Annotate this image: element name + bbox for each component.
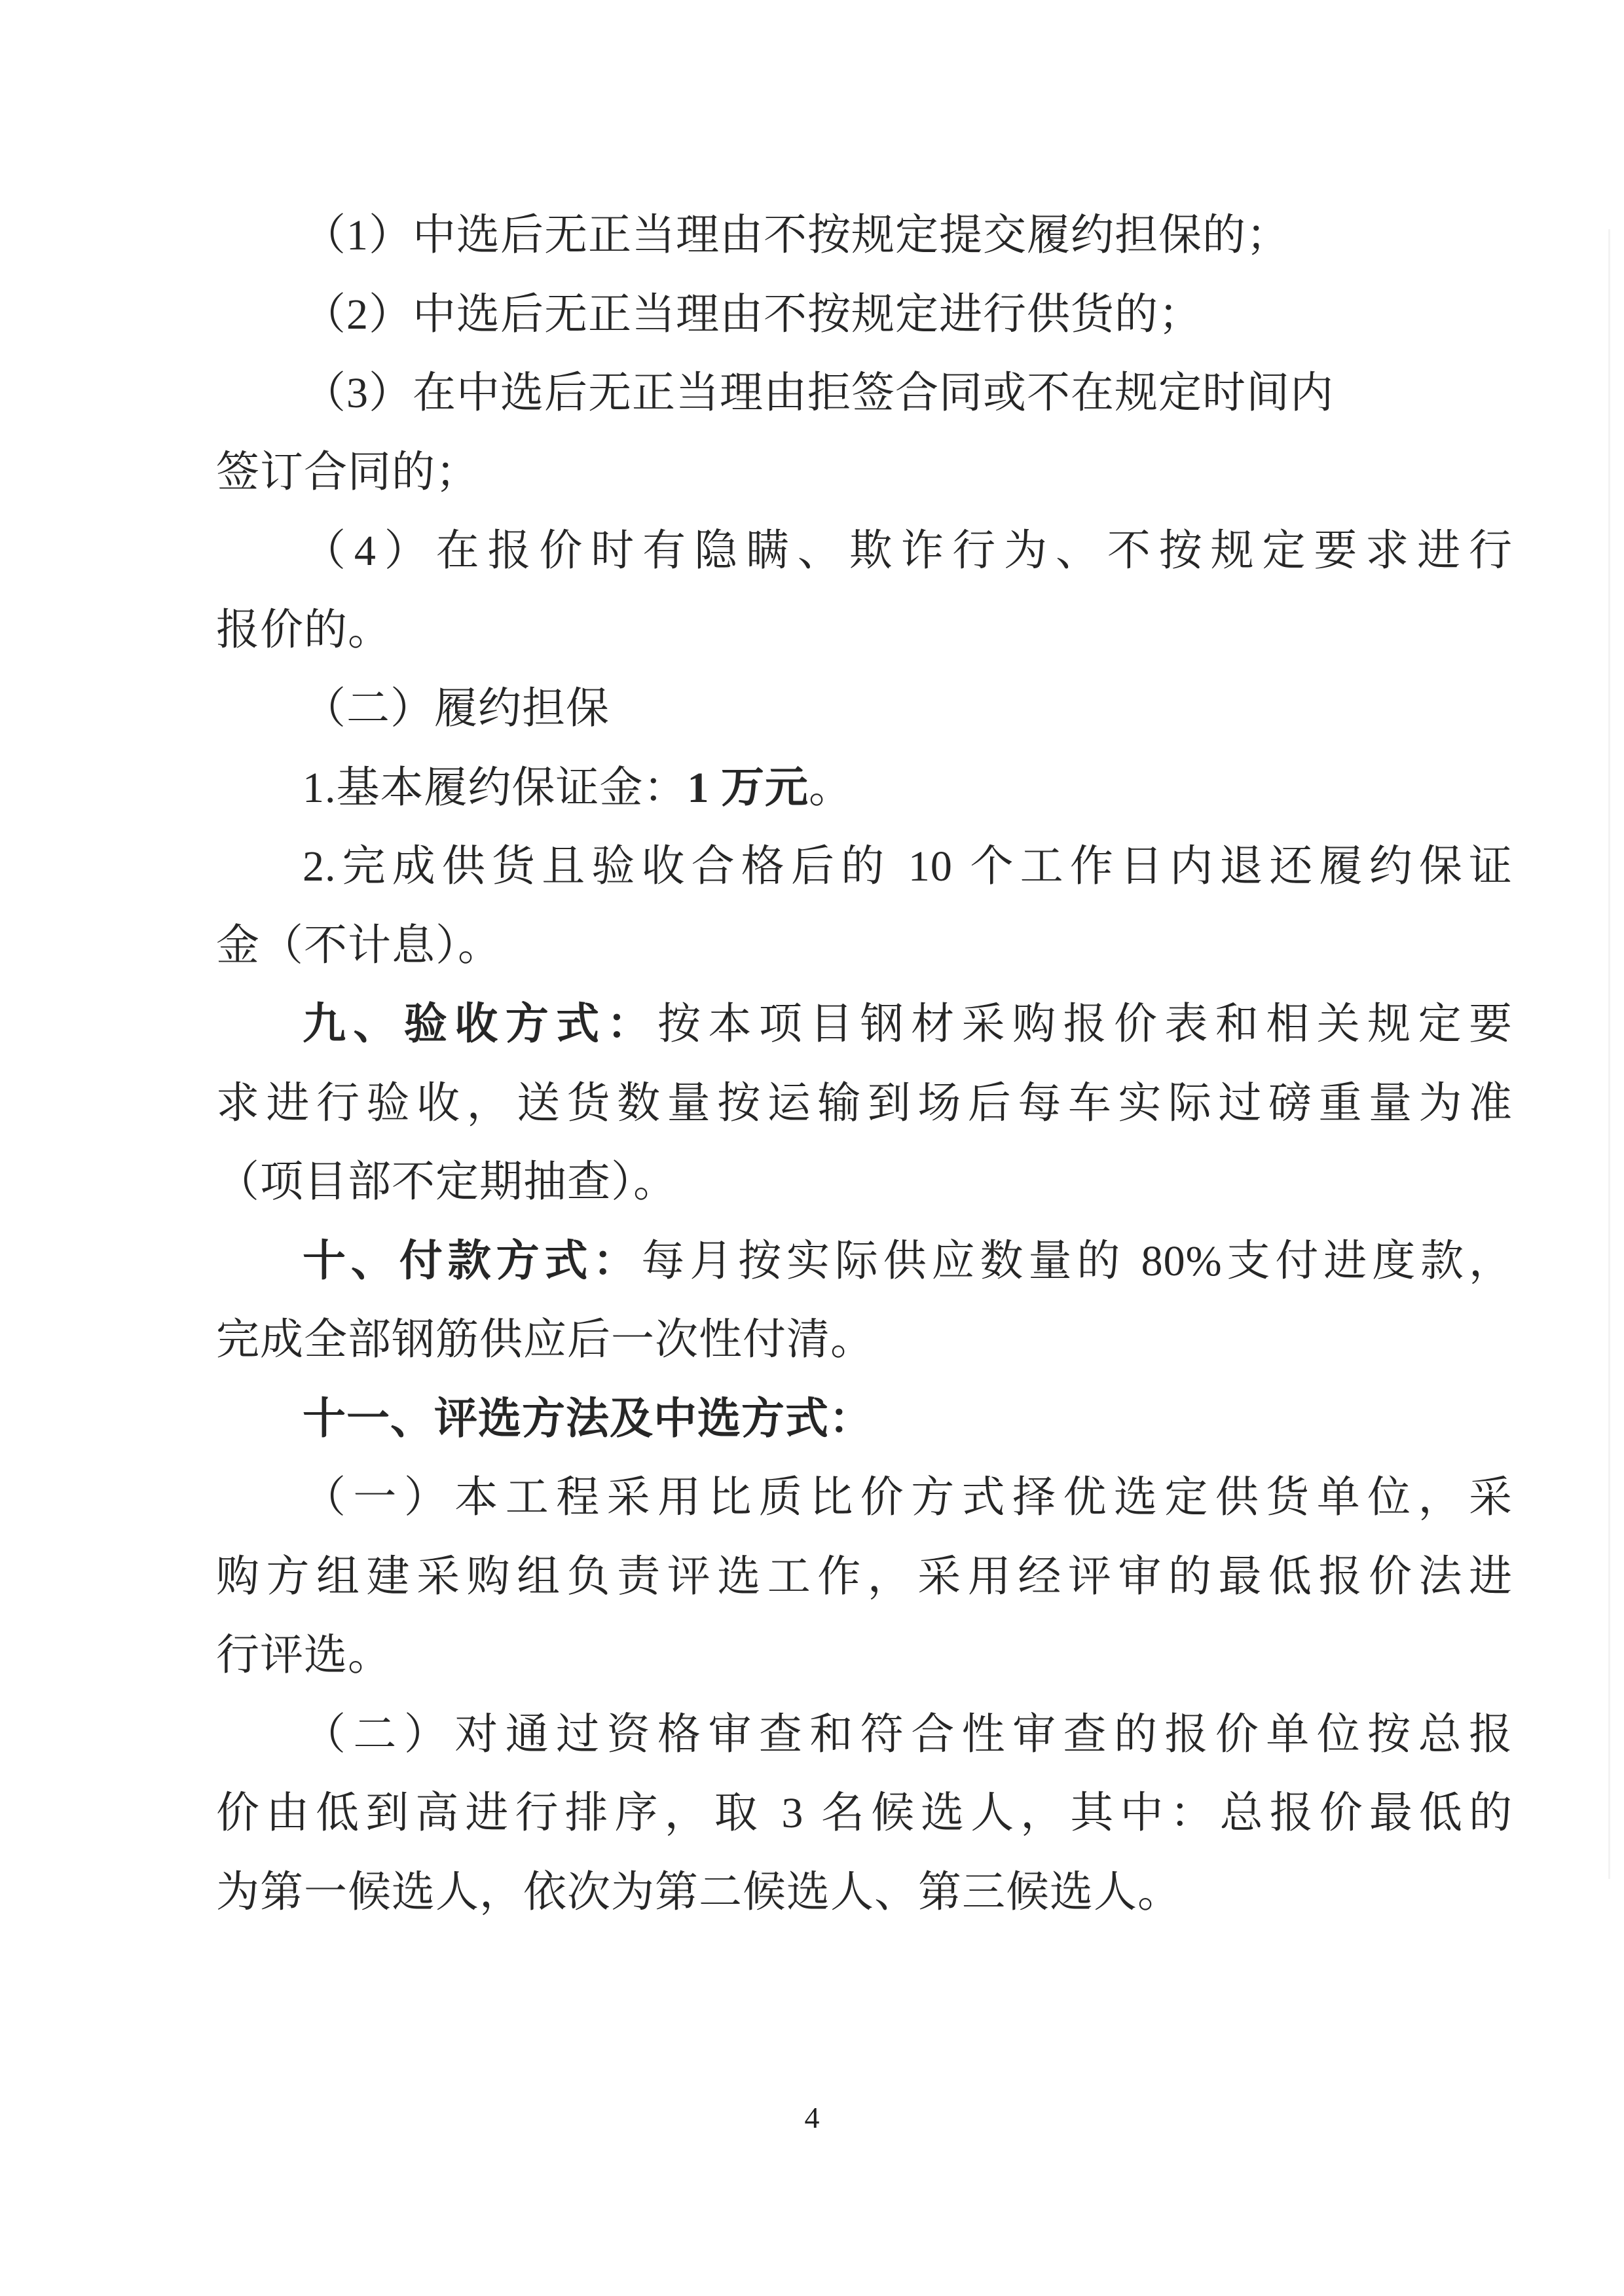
text-line: [216, 196, 1513, 276]
text-segment: 价由低到高进行排序，取 3 名候选人，其中：总报价最低的: [216, 1789, 1513, 1837]
text-segment: 行评选。: [216, 1631, 392, 1679]
text-line: [216, 433, 1513, 513]
text-line: [216, 670, 1513, 749]
bold-text-segment: 1 万元: [687, 763, 809, 812]
bold-text-segment: 九、验收方式：: [303, 1000, 658, 1048]
text-segment: 完成全部钢筋供应后一次性付清。: [216, 1316, 874, 1364]
text-line: [216, 1143, 1513, 1222]
text-line: [216, 1696, 1513, 1775]
page-number: 4: [804, 2101, 820, 2134]
text-line: [216, 591, 1513, 670]
text-line: [216, 1222, 1513, 1302]
text-segment: 每月按实际供应数量的 80%支付进度款，: [641, 1237, 1513, 1285]
bold-text-segment: 十一、评选方法及中选方式：: [303, 1394, 873, 1443]
text-segment: （项目部不定期抽查）。: [216, 1158, 677, 1206]
text-segment: 签订合同的；: [216, 448, 479, 496]
text-segment: 2.完成供货且验收合格后的 10 个工作日内退还履约保证: [303, 843, 1513, 890]
text-segment: （二）对通过资格审查和符合性审查的报价单位按总报: [303, 1710, 1513, 1758]
text-line: [216, 1459, 1513, 1538]
document-body: [216, 196, 1513, 1932]
text-line: [216, 985, 1513, 1065]
text-segment: 求进行验收，送货数量按运输到场后每车实际过磅重量为准: [216, 1079, 1513, 1127]
text-segment: 报价的。: [216, 606, 392, 654]
text-line: [216, 828, 1513, 907]
text-line: [216, 276, 1513, 355]
text-line: [216, 749, 1513, 828]
text-segment: （一）本工程采用比质比价方式择优选定供货单位，采: [303, 1474, 1513, 1522]
text-segment: （1）中选后无正当理由不按规定提交履约担保的；: [303, 211, 1290, 259]
text-segment: （二）履约担保: [303, 685, 610, 733]
text-segment: （2）中选后无正当理由不按规定进行供货的；: [303, 290, 1202, 338]
text-segment: 1.基本履约保证金：: [303, 763, 688, 812]
text-segment: （4）在报价时有隐瞒、欺诈行为、不按规定要求进行: [303, 527, 1513, 575]
text-segment: 。: [809, 763, 853, 812]
bold-text-segment: 十、付款方式：: [303, 1237, 642, 1285]
text-segment: 按本项目钢材采购报价表和相关规定要: [657, 1000, 1513, 1048]
text-line: [216, 1774, 1513, 1853]
text-line: [216, 1380, 1513, 1459]
text-line: [216, 1853, 1513, 1933]
text-segment: 购方组建采购组负责评选工作，采用经评审的最低报价法进: [216, 1552, 1513, 1601]
text-line: [216, 1065, 1513, 1144]
text-segment: （3）在中选后无正当理由拒签合同或不在规定时间内: [303, 369, 1334, 417]
text-line: [216, 512, 1513, 591]
text-line: [216, 1616, 1513, 1696]
text-line: [216, 354, 1513, 433]
text-line: [216, 1538, 1513, 1617]
text-line: [216, 1301, 1513, 1380]
text-line: [216, 907, 1513, 986]
text-segment: 为第一候选人，依次为第二候选人、第三候选人。: [216, 1868, 1181, 1916]
scan-artifact-streak: [1608, 229, 1610, 1879]
text-segment: 金（不计息）。: [216, 921, 502, 970]
